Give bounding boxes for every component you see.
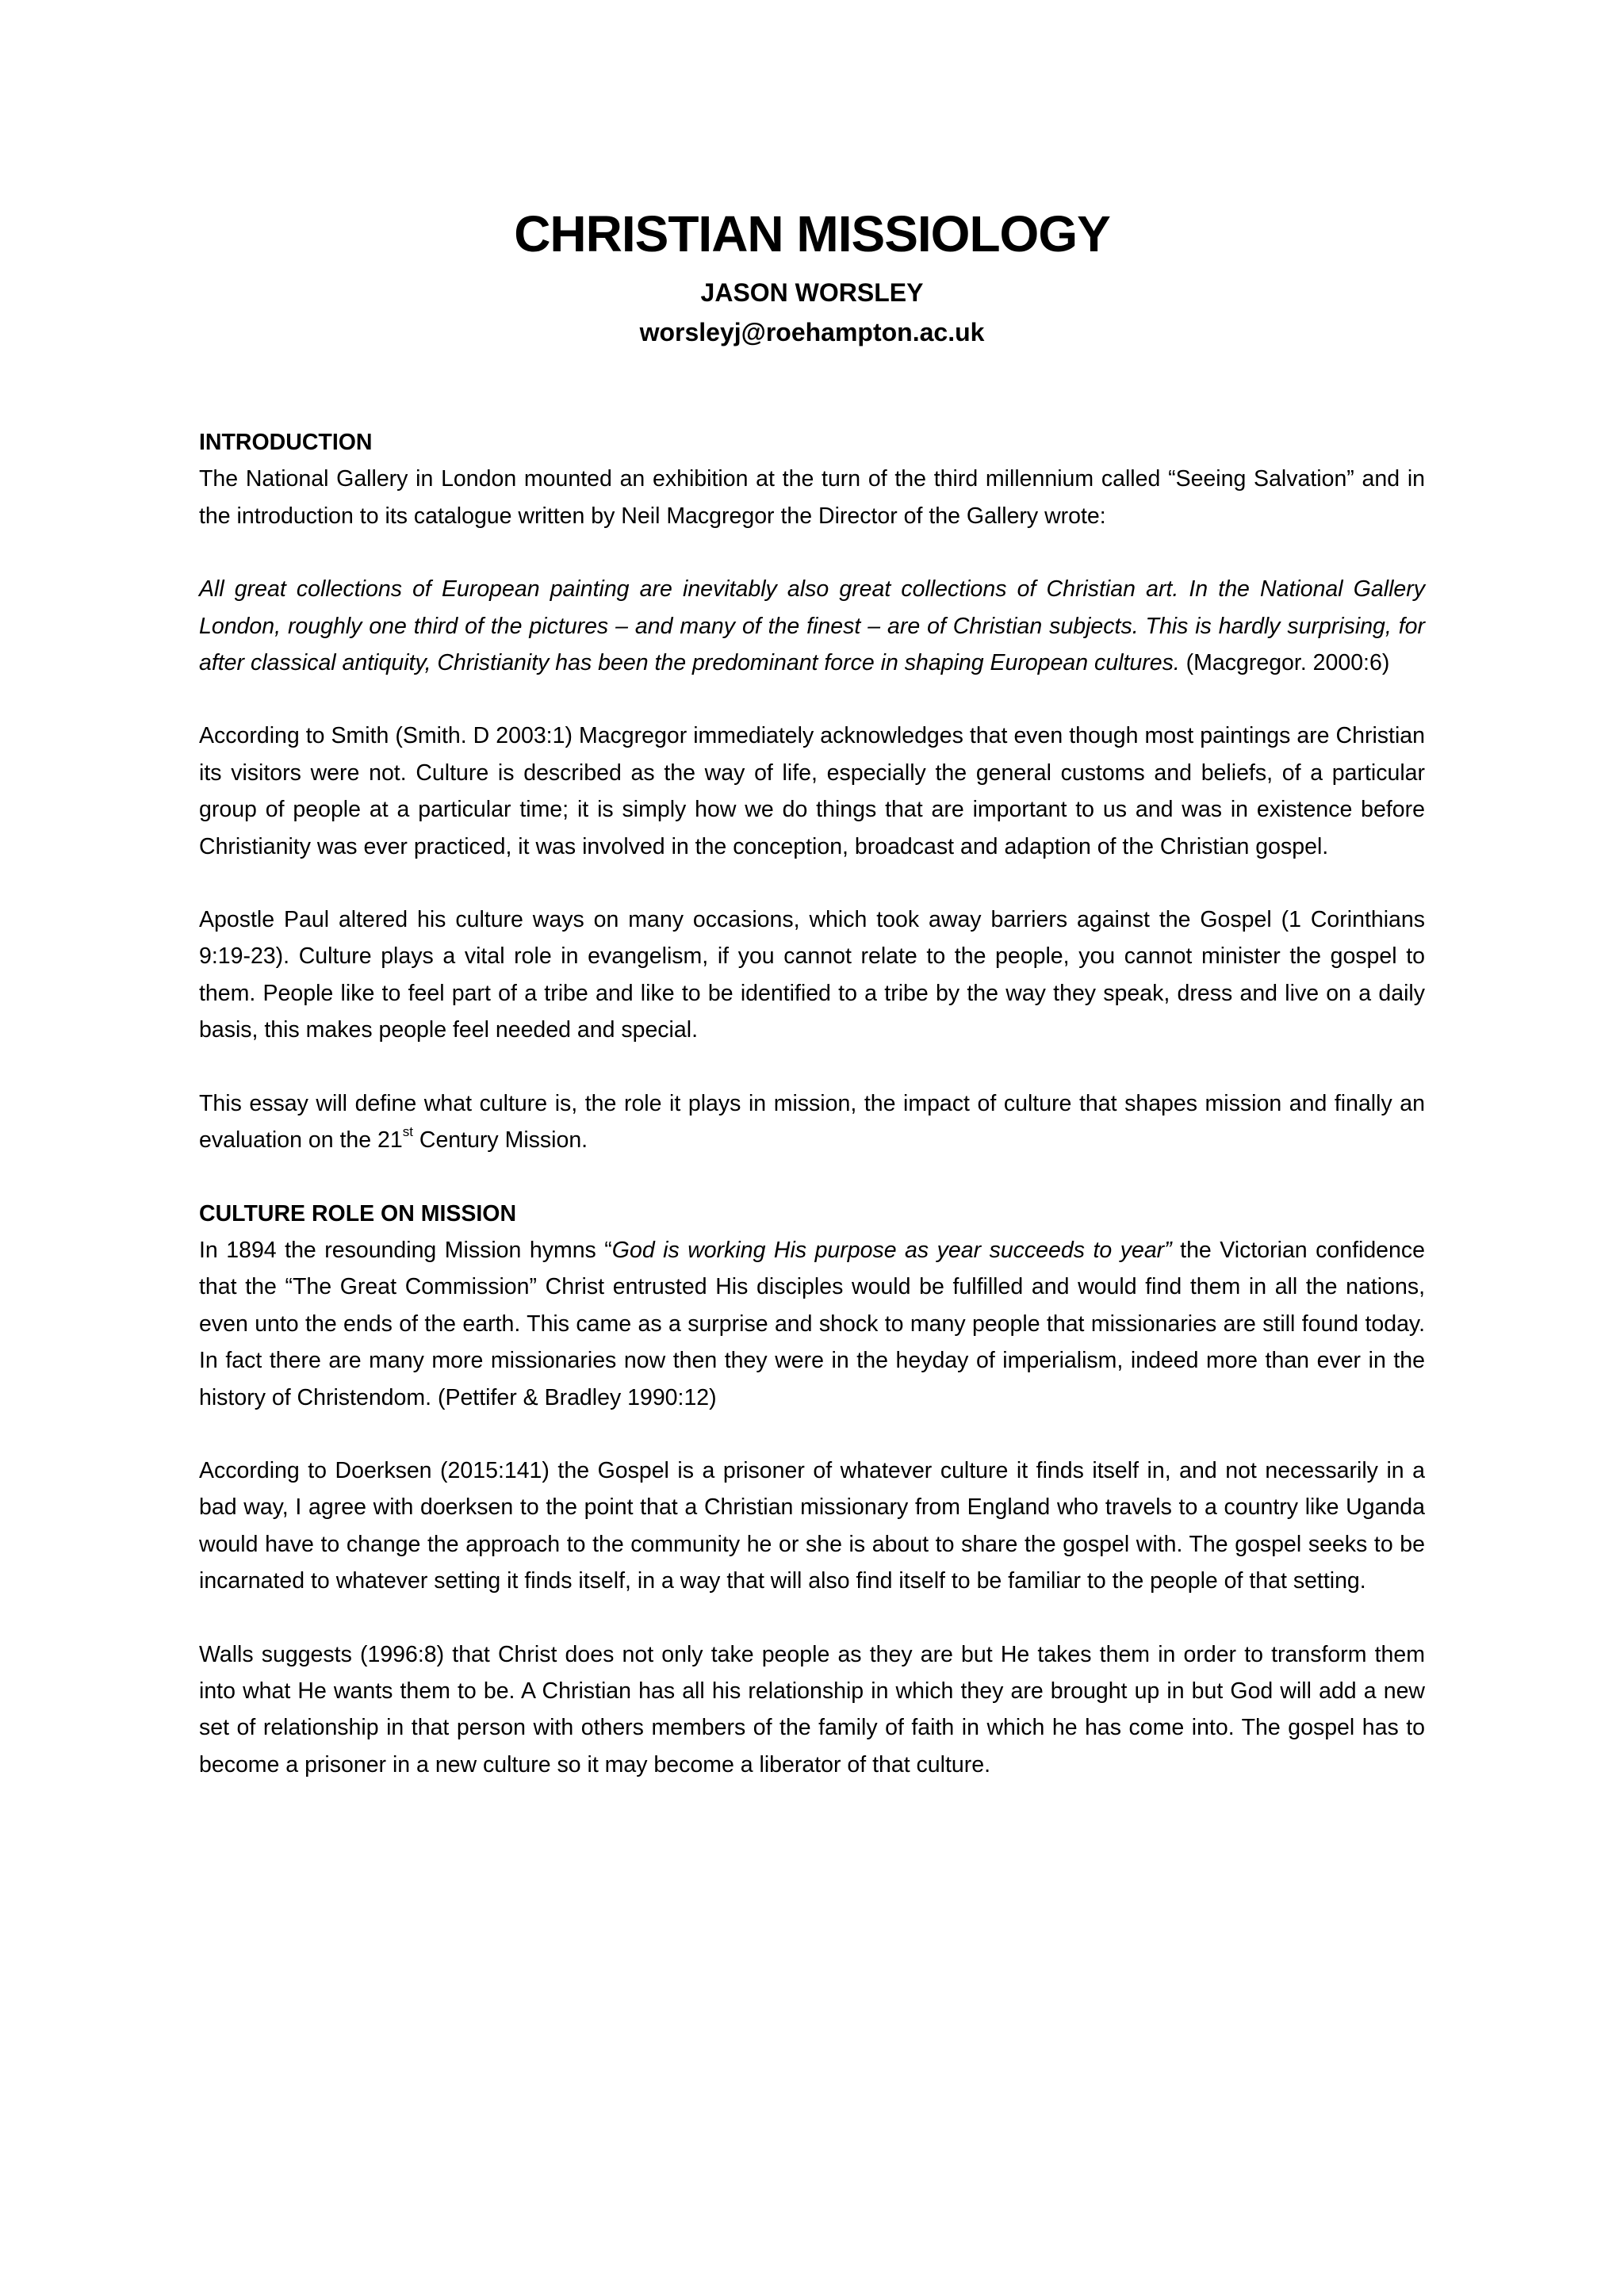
document-title: CHRISTIAN MISSIOLOGY [514, 205, 1110, 262]
culture-paragraph-1-start: In 1894 the resounding Mission hymns “ [199, 1237, 612, 1263]
author-email: worsleyj@roehampton.ac.uk [639, 318, 985, 346]
intro-paragraph-4-text: This essay will define what culture is, the role it plays in mission, the impact of culture that shapes mission and finally an evaluation on the 21 [199, 1090, 1425, 1154]
title-block [0, 202, 1624, 351]
section-heading-introduction: INTRODUCTION [199, 430, 373, 455]
intro-paragraph-4-end: Century Mission. [412, 1127, 588, 1154]
intro-paragraph-4 [199, 1085, 1425, 1159]
culture-paragraph-2: According to Doerksen (2015:141) the Gospel is a prisoner of whatever culture it finds itself in, and not necessarily in a bad way, I agree with doerksen to the point that a Christian missionary from England who travels to a country like Uganda would have to change the approach to the community he or she is about to share the gospel with. The gospel seeks to be incarnated to whatever setting it finds itself, in a way that will also find itself to be familiar to the people of that setting. [199, 1457, 1425, 1594]
block-quote [199, 571, 1425, 681]
document-body [199, 424, 1425, 1783]
hymn-title: God is working His purpose as year succeeds to year” [611, 1237, 1172, 1263]
intro-paragraph-2: According to Smith (Smith. D 2003:1) Macgregor immediately acknowledges that even though most paintings are Christian its visitors were not. Culture is described as the way of life, especially the general customs and beliefs, of a particular group of people at a particular time; it is simply how we do things that are important to us and was in existence before Christianity was ever practiced, it was involved in the conception, broadcast and adaption of the Christian gospel. [199, 723, 1425, 859]
intro-paragraph-3: Apostle Paul altered his culture ways on many occasions, which took away barriers against the Gospel (1 Corinthians 9:19-23). Culture plays a vital role in evangelism, if you cannot relate to the people, you cannot minister the gospel to them. People like to feel part of a tribe and like to be identified to a tribe by the way they speak, dress and live on a daily basis, this makes people feel needed and special. [199, 907, 1425, 1043]
quote-text: All great collections of European painting are inevitably also great collections of Christian art. In the National Gallery London, roughly one third of the pictures – and many of the finest – are of Christian subjects. This is hardly surprising, for after classical antiquity, Christianity has been the predominant force in shaping European cultures. [199, 576, 1425, 676]
section-heading-culture-role: CULTURE ROLE ON MISSION [199, 1200, 517, 1226]
ordinal-superscript: st [402, 1123, 413, 1139]
culture-paragraph-3: Walls suggests (1996:8) that Christ does not only take people as they are but He takes them in order to transform them into what He wants them to be. A Christian has all his relationship in which they are brought up in but God will add a new set of relationship in that person with others members of the family of faith in which he has come into. The gospel has to become a prisoner in a new culture so it may become a liberator of that culture. [199, 1641, 1425, 1777]
document-author: JASON WORSLEY [700, 278, 924, 307]
culture-paragraph-1-rest: the Victorian confidence that the “The Great Commission” Christ entrusted His disciples would be fulfilled and would find them in all the nations, even unto the ends of the earth. This came as a surprise and shock to many people that missionaries are still found today. In fact there are many more missionaries now then they were in the heyday of imperialism, indeed more than ever in the history of Christendom. (Pettifer & Bradley 1990:12) [199, 1237, 1425, 1410]
quote-citation: (Macgregor. 2000:6) [1185, 650, 1390, 676]
culture-paragraph-1 [199, 1232, 1425, 1416]
intro-paragraph-1: The National Gallery in London mounted an exhibition at the turn of the third millennium called “Seeing Salvation” and in the introduction to its catalogue written by Neil Macgregor the Director of the Gallery wrote: [199, 466, 1425, 529]
